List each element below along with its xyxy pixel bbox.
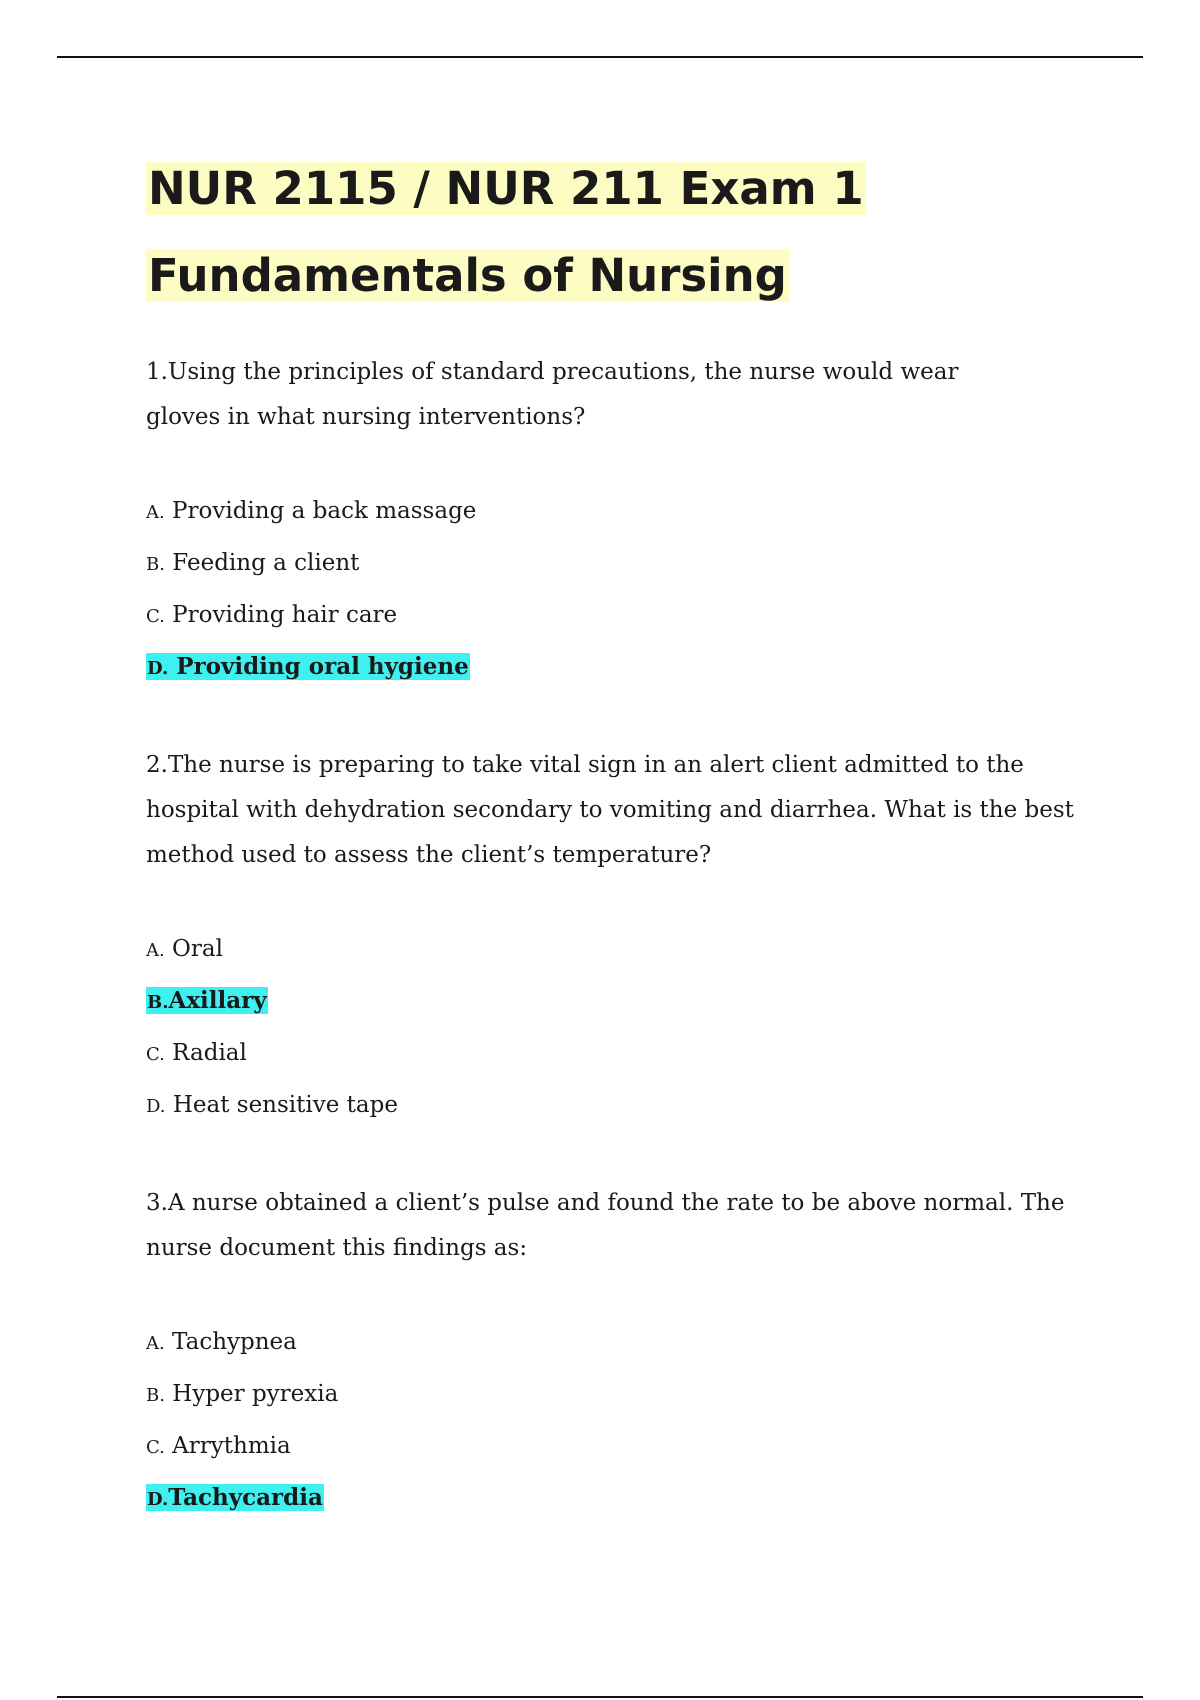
option-c <box>146 1027 1076 1079</box>
option-text: Heat sensitive tape <box>172 1092 398 1118</box>
option-letter: C. <box>146 606 165 627</box>
bottom-rule <box>57 1696 1143 1698</box>
option-text: Feeding a client <box>172 550 360 576</box>
question-text: 2.The nurse is preparing to take vital sign in an alert client admitted to the hospital with dehydration secondary to vomiting and diarrhea. What is the best method used to assess the client’s temperature? <box>146 752 1074 868</box>
option-text: Tachycardia <box>168 1484 323 1511</box>
option-text: Providing hair care <box>172 602 398 628</box>
option-letter: B. <box>146 554 165 575</box>
option-text: Arrythmia <box>172 1433 291 1459</box>
correct-answer-highlight <box>146 1484 324 1511</box>
option-a <box>146 923 1076 975</box>
option-a <box>146 485 1076 537</box>
option-letter: A. <box>146 1333 165 1354</box>
option-b <box>146 1368 1076 1420</box>
option-d <box>146 1079 1076 1131</box>
option-letter: D. <box>147 1489 169 1510</box>
option-text: Radial <box>172 1040 247 1066</box>
option-letter: A. <box>146 940 165 961</box>
top-rule <box>57 56 1143 58</box>
option-text: Providing a back massage <box>172 498 477 524</box>
option-d-correct-answer <box>146 641 1076 693</box>
question-number: 1. <box>146 359 168 385</box>
option-b-correct-answer <box>146 975 1076 1027</box>
question-block-2 <box>146 743 1076 1131</box>
option-a <box>146 1316 1076 1368</box>
answer-options <box>146 485 1076 693</box>
answer-options <box>146 923 1076 1131</box>
page-title-line-1: NUR 2115 / NUR 211 Exam 1 <box>148 162 864 215</box>
option-letter: B. <box>146 1385 165 1406</box>
question-block-1 <box>146 350 1076 693</box>
option-text: Axillary <box>168 987 267 1014</box>
option-c <box>146 1420 1076 1472</box>
question-number: 3. <box>146 1190 168 1216</box>
option-letter: A. <box>146 502 165 523</box>
option-letter: D. <box>146 1096 166 1117</box>
option-text: Hyper pyrexia <box>172 1381 339 1407</box>
correct-answer-highlight <box>146 987 268 1014</box>
question-text: 3.A nurse obtained a client’s pulse and found the rate to be above normal. The nurse document this findings as: <box>146 1190 1065 1261</box>
option-letter: C. <box>146 1437 165 1458</box>
option-letter: C. <box>146 1044 165 1065</box>
option-letter: D. <box>147 658 169 679</box>
page-title-line-2: Fundamentals of Nursing <box>148 249 787 302</box>
document-body <box>146 160 1076 1524</box>
question-block-3 <box>146 1181 1076 1524</box>
option-text: Oral <box>172 936 223 962</box>
correct-answer-highlight <box>146 653 470 680</box>
answer-options <box>146 1316 1076 1524</box>
question-text: 1.Using the principles of standard precautions, the nurse would wear gloves in what nursing interventions? <box>146 359 959 430</box>
option-b <box>146 537 1076 589</box>
option-text: Providing oral hygiene <box>176 653 469 680</box>
option-letter: B. <box>147 992 169 1013</box>
option-c <box>146 589 1076 641</box>
option-text: Tachypnea <box>172 1329 297 1355</box>
option-d-correct-answer <box>146 1472 1076 1524</box>
question-number: 2. <box>146 752 168 778</box>
